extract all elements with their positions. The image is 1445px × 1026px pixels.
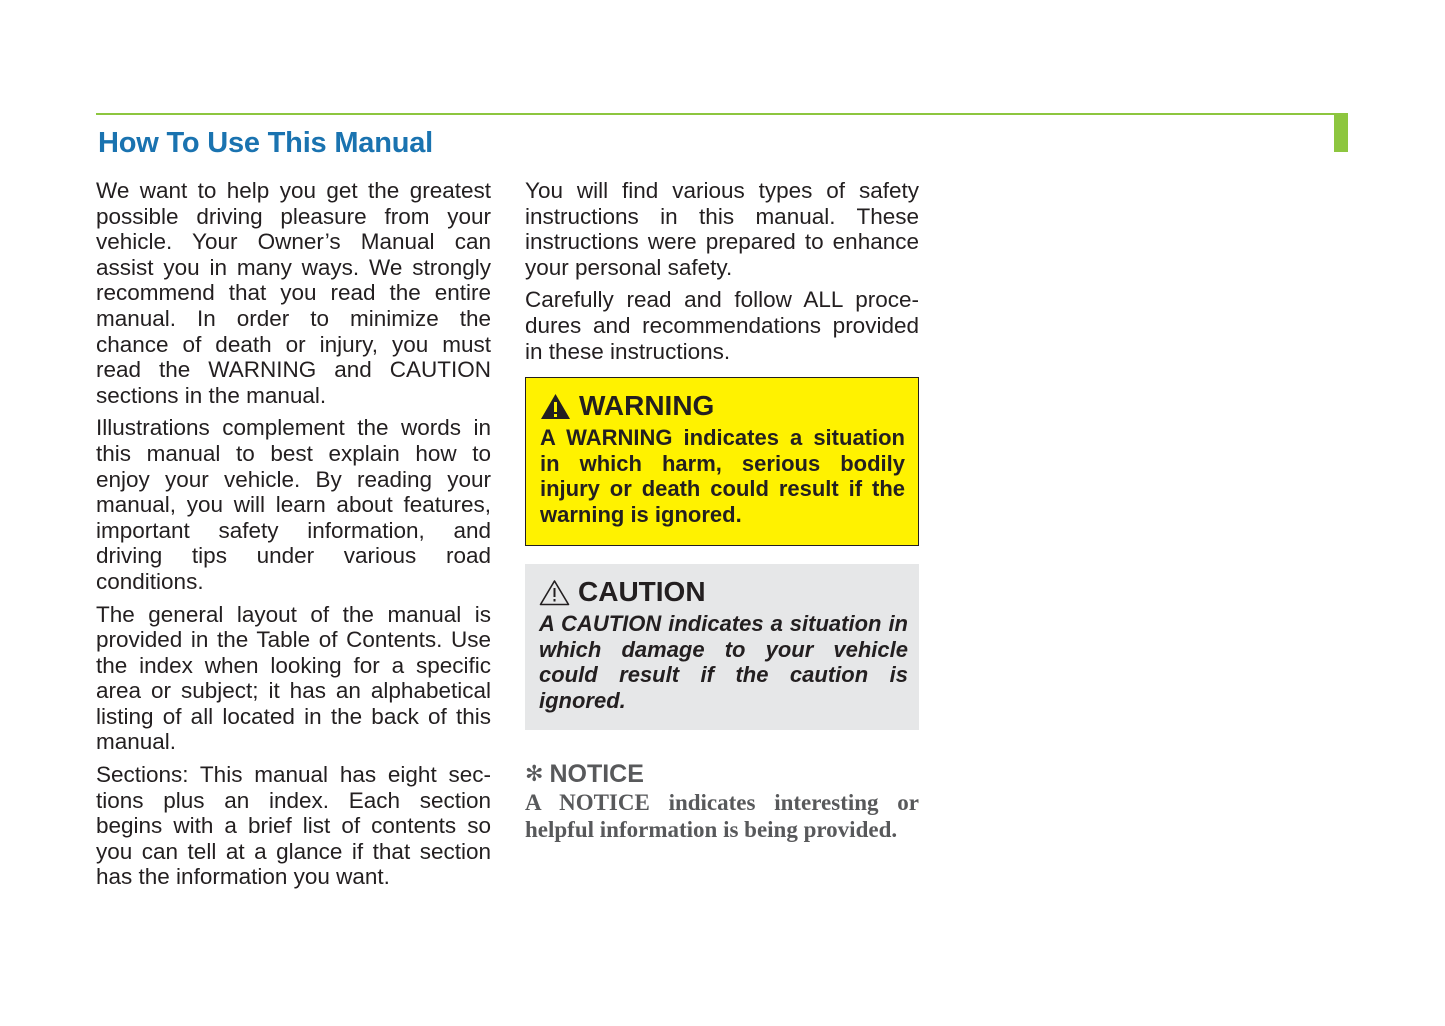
layout-paragraph: The general layout of the manual is provided in the Table of Contents. Use the index when looking for a specific area or subject; it has an alphabetical listing of all located in the back of this manual. [96, 601, 491, 755]
notice-heading: NOTICE [549, 760, 644, 788]
notice-star-icon: ✻ [525, 761, 544, 786]
follow-procedures-paragraph: Carefully read and follow ALL procedures and recommendations provided in these instructions. [525, 287, 919, 364]
notice-text: A NOTICE indicates interesting or helpful information is being provided. [525, 790, 919, 842]
notice-heading-row [525, 759, 919, 789]
warning-text: A WARNING indicates a situation in which harm, serious bodily injury or death could result if the warning is ignored. [540, 425, 905, 527]
left-column [96, 178, 491, 897]
caution-box [525, 564, 919, 730]
caution-text: A CAUTION indicates a situation in which damage to your vehicle could result if the caution is ignored. [539, 611, 908, 713]
sections-paragraph: Sections: This manual has eight sections plus an index. Each section begins with a brief list of contents so you can tell at a glance if that section has the information you want. [96, 762, 491, 890]
safety-instructions-paragraph: You will find various types of safety instructions in this manual. These instructions were prepared to enhance your personal safety. [525, 178, 919, 280]
caution-triangle-icon [539, 579, 570, 606]
header-rule [96, 113, 1336, 115]
page-title: How To Use This Manual [98, 127, 434, 159]
intro-paragraph: We want to help you get the greatest possible driving pleasure from your vehicle. Your Owner’s Manual can assist you in many ways. We strongly recommend that you read the entire manual. In order to minimize the chance of death or injury, you must read the WARNING and CAUTION sections in the manual. [96, 178, 491, 408]
warning-heading: WARNING [579, 390, 715, 421]
warning-box [525, 377, 919, 546]
illustrations-paragraph: Illustrations complement the words in this manual to best explain how to enjoy your vehicle. By reading your manual, you will learn about features, important safety information, and driving tips under various road conditions. [96, 415, 491, 594]
caution-heading-row [539, 576, 908, 608]
notice-block [525, 759, 919, 843]
section-tab-marker [1334, 113, 1348, 152]
caution-heading: CAUTION [578, 576, 706, 607]
warning-triangle-icon [540, 393, 571, 420]
warning-heading-row [540, 390, 905, 422]
right-column [525, 178, 919, 371]
